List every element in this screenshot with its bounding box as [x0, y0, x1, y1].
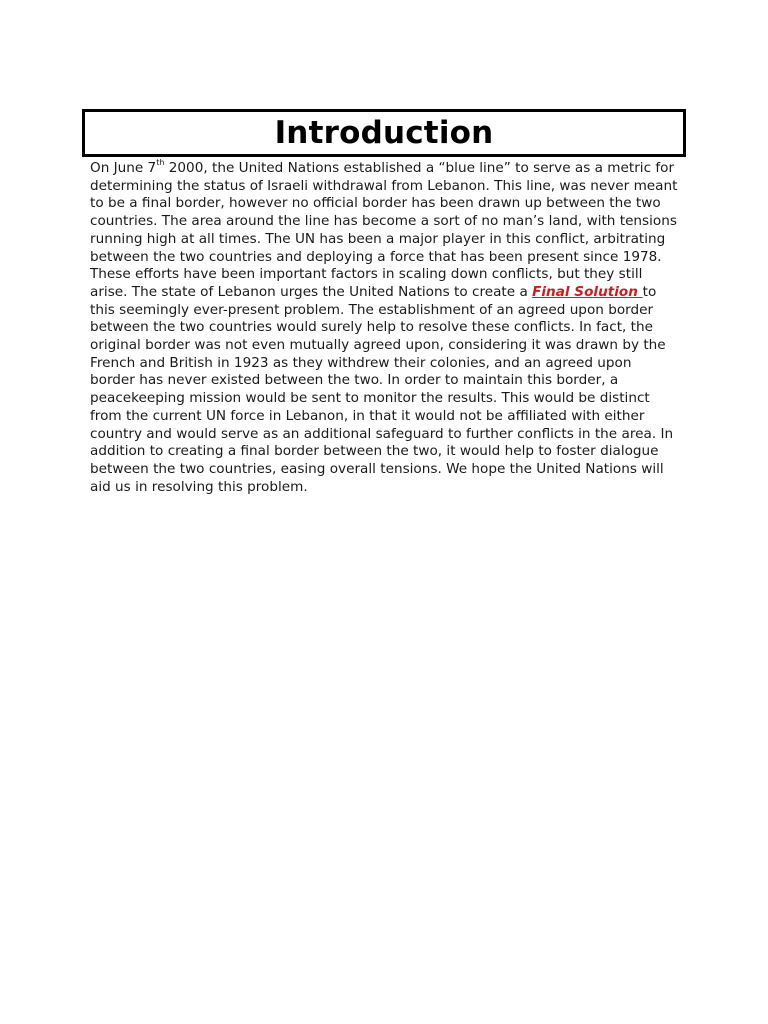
paragraph-text-2: 2000, the United Nations established a “blue line” to serve as a metric for determining the status of Israeli withdrawal from Lebanon. This line, was never meant to be a final border, however no official border has been drawn up between the two countries. The area around the line has become a sort of no man’s land, with tensions running high at all times. The UN has been a major player in this conflict, arbitrating between the two countries and deploying a force that has been present since 1978. These efforts have been important factors in scaling down conflicts, but they still arise. The state of Lebanon urges the United Nations to create a: [90, 160, 678, 300]
title-box: [82, 109, 686, 157]
page-title: Introduction: [274, 115, 494, 151]
ordinal-superscript: th: [156, 158, 165, 167]
intro-paragraph: [90, 160, 680, 496]
paragraph-text-3: to this seemingly ever-present problem. The establishment of an agreed upon border between the two countries would surely help to resolve these conflicts. In fact, the original border was not even mutually agreed upon, considering it was drawn by the French and British in 1923 as they withdrew their colonies, and an agreed upon border has never existed between the two. In order to maintain this border, a peacekeeping mission would be sent to monitor the results. This would be distinct from the current UN force in Lebanon, in that it would not be affiliated with either country and would serve as an additional safeguard to further conflicts in the area. In addition to creating a final border between the two, it would help to foster dialogue between the two countries, easing overall tensions. We hope the United Nations will aid us in resolving this problem.: [90, 283, 674, 495]
paragraph-text-1: On June 7: [90, 160, 157, 176]
final-solution-link[interactable]: Final Solution: [532, 283, 643, 300]
